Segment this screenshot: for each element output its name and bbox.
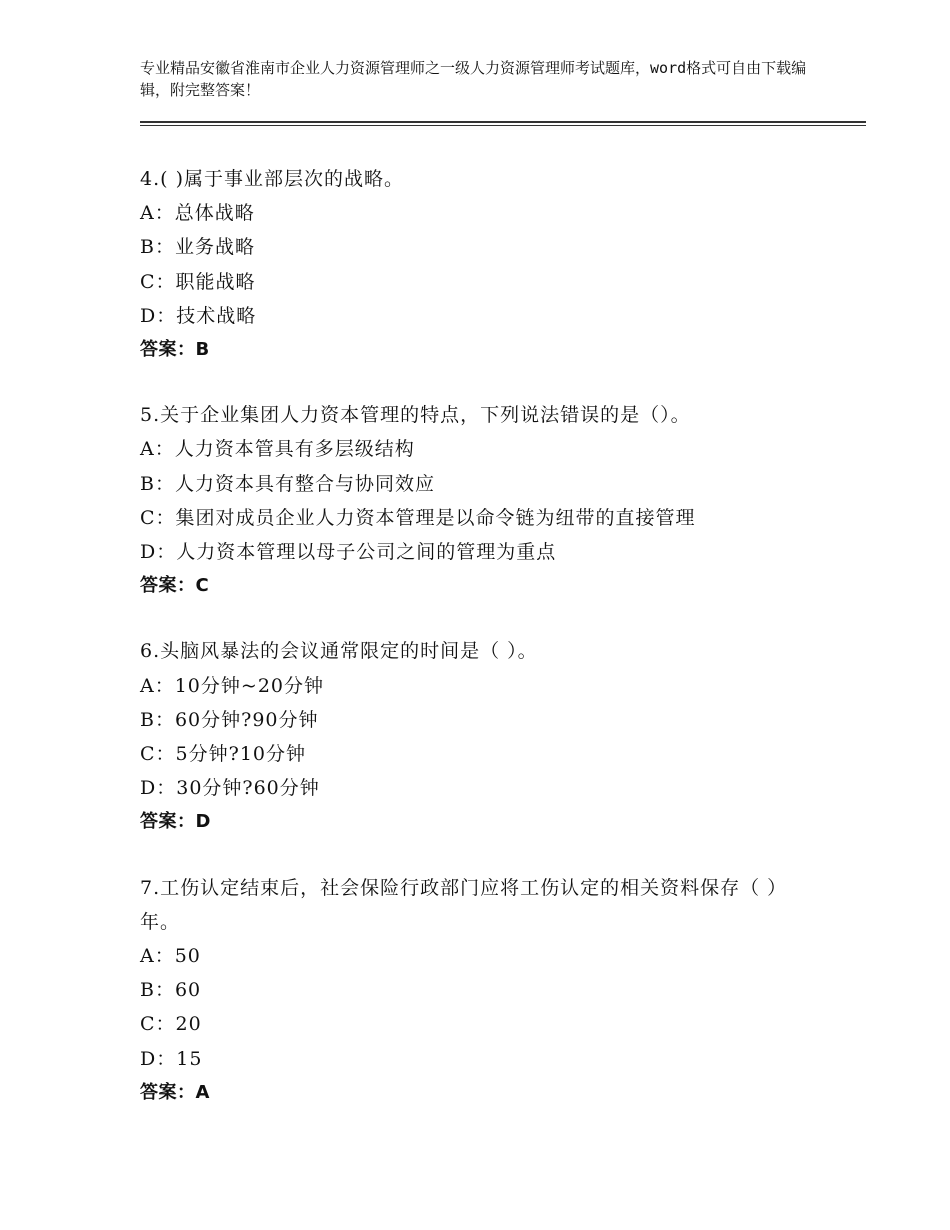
answer-line: 答案：A	[140, 1081, 210, 1103]
question-text: 6.头脑风暴法的会议通常限定的时间是（ ）。	[140, 640, 538, 663]
option-c: C：集团对成员企业人力资本管理是以命令链为纽带的直接管理	[140, 506, 696, 529]
answer-line: 答案：B	[140, 339, 210, 361]
option-a: A：10分钟~20分钟	[140, 674, 324, 697]
option-b: B：业务战略	[140, 236, 255, 259]
answer-line: 答案：D	[140, 811, 211, 833]
option-c: C：职能战略	[140, 270, 256, 293]
option-b: B：60分钟?90分钟	[140, 708, 319, 731]
option-d: D：技术战略	[140, 304, 257, 327]
option-b: B：60	[140, 979, 202, 1002]
option-b: B：人力资本具有整合与协同效应	[140, 472, 435, 495]
question-text: 5.关于企业集团人力资本管理的特点，下列说法错误的是（）。	[140, 404, 691, 427]
header-rule-thin	[140, 125, 866, 126]
option-d: D：15	[140, 1047, 203, 1070]
option-c: C：5分钟?10分钟	[140, 743, 306, 766]
document-header: 专业精品安徽省淮南市企业人力资源管理师之一级人力资源管理师考试题库，word格式可自由下载编辑，附完整答案！	[140, 59, 807, 99]
option-c: C：20	[140, 1013, 202, 1036]
question-text: 4.( )属于事业部层次的战略。	[140, 168, 404, 190]
option-a: A：50	[140, 945, 201, 968]
option-d: D：人力资本管理以母子公司之间的管理为重点	[140, 541, 557, 564]
option-a: A：人力资本管具有多层级结构	[140, 438, 415, 461]
option-a: A：总体战略	[140, 202, 255, 225]
question-4	[140, 162, 840, 367]
question-list	[140, 162, 840, 1141]
header-rule-thick	[140, 121, 866, 123]
question-6	[140, 634, 840, 839]
answer-line: 答案：C	[140, 575, 210, 597]
question-7	[140, 871, 840, 1110]
question-5	[140, 398, 840, 603]
option-d: D：30分钟?60分钟	[140, 777, 320, 800]
question-text: 7.工伤认定结束后，社会保险行政部门应将工伤认定的相关资料保存（ ）年。	[140, 876, 788, 933]
